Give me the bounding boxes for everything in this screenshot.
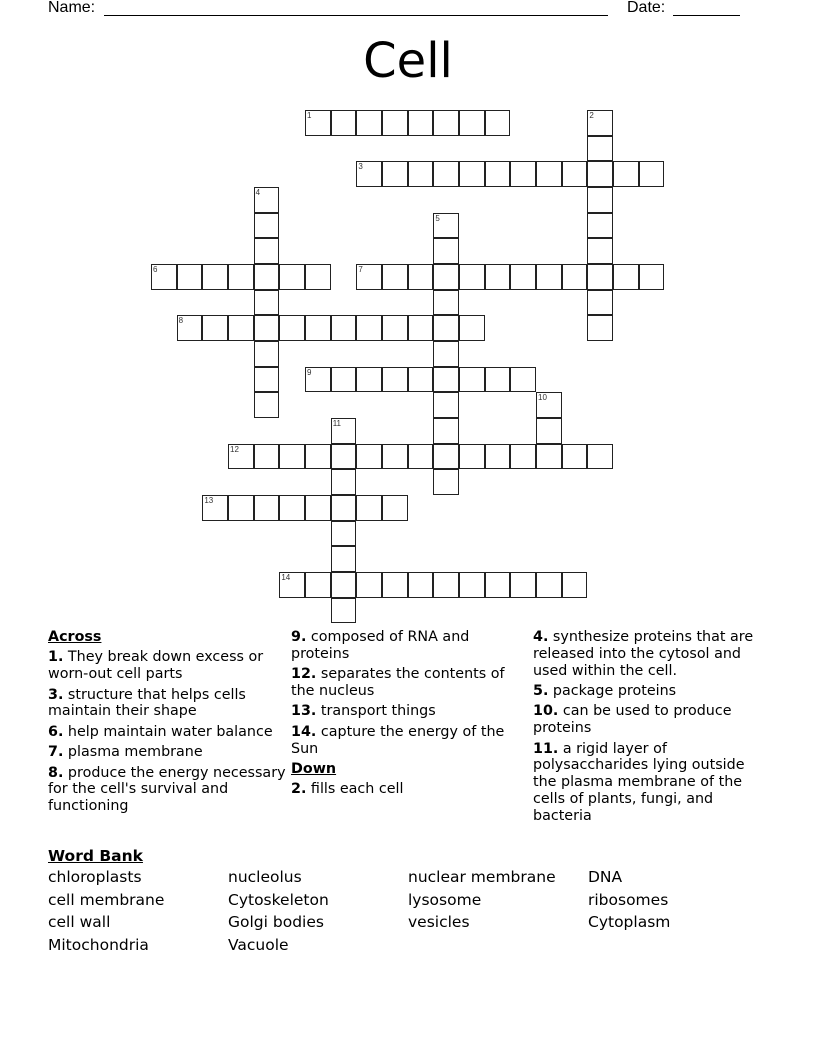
crossword-cell[interactable]: [356, 315, 382, 341]
crossword-cell[interactable]: [562, 264, 588, 290]
crossword-cell[interactable]: [485, 110, 511, 136]
crossword-cell[interactable]: [254, 444, 280, 470]
crossword-cell[interactable]: [536, 572, 562, 598]
crossword-cell[interactable]: [305, 315, 331, 341]
clue-number: 13.: [291, 703, 317, 720]
clue-text: plasma membrane: [63, 744, 203, 761]
crossword-cell[interactable]: [254, 238, 280, 264]
word-bank-item: cell membrane: [48, 890, 165, 909]
word-bank-item: Mitochondria: [48, 935, 149, 954]
crossword-cell[interactable]: [331, 469, 357, 495]
crossword-cell[interactable]: [408, 161, 434, 187]
crossword-cell[interactable]: [639, 161, 665, 187]
cell-number: 12: [230, 444, 239, 454]
cell-number: 3: [358, 162, 363, 172]
cell-number: 13: [204, 496, 214, 506]
crossword-cell[interactable]: [485, 572, 511, 598]
crossword-cell[interactable]: [254, 187, 280, 213]
crossword-cell[interactable]: [587, 187, 613, 213]
clues-column-3: [533, 629, 759, 828]
crossword-cell[interactable]: [433, 213, 459, 239]
word-bank-list: [48, 868, 768, 955]
crossword-cell[interactable]: [202, 495, 228, 521]
crossword-cell[interactable]: [587, 110, 613, 136]
crossword-cell[interactable]: [228, 264, 254, 290]
crossword-cell[interactable]: [305, 572, 331, 598]
clue-text: produce the energy necessary for the cell's survival and functioning: [48, 764, 286, 815]
clue-number: 14.: [291, 723, 317, 740]
crossword-cell[interactable]: [177, 315, 203, 341]
crossword-cell[interactable]: [305, 444, 331, 470]
clue-across-12: [291, 666, 526, 700]
word-bank: [48, 846, 768, 955]
crossword-cell[interactable]: [433, 367, 459, 393]
word-bank-item: chloroplasts: [48, 868, 142, 886]
crossword-cell[interactable]: [254, 392, 280, 418]
clue-down-4: [533, 629, 759, 679]
word-bank-item: nuclear membrane: [408, 868, 556, 886]
crossword-cell[interactable]: [228, 444, 254, 470]
clue-across-13: [291, 703, 526, 720]
crossword-cell[interactable]: [331, 367, 357, 393]
crossword-cell[interactable]: [331, 418, 357, 444]
page-title: Cell: [363, 33, 453, 89]
crossword-cell[interactable]: [305, 110, 331, 136]
crossword-cell[interactable]: [177, 264, 203, 290]
crossword-cell[interactable]: [408, 315, 434, 341]
date-label: Date:: [627, 0, 666, 16]
crossword-cell[interactable]: [254, 341, 280, 367]
crossword-cell[interactable]: [536, 264, 562, 290]
cell-number: 4: [255, 188, 261, 197]
name-label: Name:: [48, 0, 96, 16]
crossword-cell[interactable]: [151, 264, 177, 290]
crossword-cell[interactable]: [433, 392, 459, 418]
clue-number: 6.: [48, 723, 64, 740]
crossword-cell[interactable]: [305, 495, 331, 521]
crossword-cell[interactable]: [433, 238, 459, 264]
clue-number: 3.: [48, 686, 64, 703]
clue-across-9: [291, 629, 526, 663]
clue-down-10: [533, 703, 759, 737]
clue-across-6: [48, 724, 288, 741]
clue-number: 9.: [291, 629, 307, 645]
word-bank-item: ribosomes: [588, 890, 669, 909]
clue-down-5: [533, 683, 759, 700]
crossword-cell[interactable]: [356, 161, 382, 187]
crossword-cell[interactable]: [459, 572, 485, 598]
crossword-cell[interactable]: [356, 572, 382, 598]
crossword-cell[interactable]: [433, 290, 459, 316]
clue-across-1: [48, 649, 288, 683]
cell-number: 6: [153, 265, 158, 275]
crossword-cell[interactable]: [356, 110, 382, 136]
crossword-cell[interactable]: [331, 444, 357, 470]
crossword-cell[interactable]: [510, 161, 536, 187]
cell-number: 7: [358, 265, 363, 275]
cell-number: 5: [435, 213, 440, 223]
clue-number: 1.: [48, 649, 64, 666]
cell-number: 14: [281, 573, 291, 583]
crossword-cell[interactable]: [202, 264, 228, 290]
crossword-cell[interactable]: [587, 315, 613, 341]
clue-text: separates the contents of the nucleus: [291, 666, 505, 699]
crossword-cell[interactable]: [382, 264, 408, 290]
down-heading: Down: [291, 760, 337, 777]
crossword-cell[interactable]: [587, 444, 613, 470]
crossword-cell[interactable]: [254, 367, 280, 393]
crossword-cell[interactable]: [305, 367, 331, 393]
clues-column-2: [291, 629, 526, 802]
crossword-cell[interactable]: [331, 546, 357, 572]
clue-number: 8.: [48, 764, 64, 781]
clue-number: 7.: [48, 744, 64, 761]
crossword-cell[interactable]: [382, 444, 408, 470]
clue-down-11: [533, 741, 759, 825]
crossword-cell[interactable]: [459, 161, 485, 187]
crossword-cell[interactable]: [485, 264, 511, 290]
crossword-cell[interactable]: [254, 315, 280, 341]
clue-text: capture the energy of the Sun: [291, 723, 505, 757]
clue-text: They break down excess or worn-out cell parts: [48, 649, 264, 683]
crossword-cell[interactable]: [408, 572, 434, 598]
crossword-cell[interactable]: [433, 418, 459, 444]
crossword-cell[interactable]: [639, 264, 665, 290]
crossword-cell[interactable]: [510, 264, 536, 290]
cell-number: 9: [307, 367, 312, 377]
crossword-cell[interactable]: [382, 110, 408, 136]
crossword-cell[interactable]: [536, 418, 562, 444]
crossword-cell[interactable]: [408, 444, 434, 470]
crossword-cell[interactable]: [382, 572, 408, 598]
crossword-cell[interactable]: [356, 495, 382, 521]
clue-across-7: [48, 744, 288, 761]
crossword-cell[interactable]: [254, 213, 280, 239]
clue-down-2: [291, 781, 526, 798]
crossword-cell[interactable]: [279, 315, 305, 341]
crossword-cell[interactable]: [587, 136, 613, 162]
worksheet-header: [0, 0, 816, 20]
crossword-cell[interactable]: [254, 290, 280, 316]
crossword-cell[interactable]: [433, 315, 459, 341]
word-bank-item: DNA: [588, 868, 623, 886]
crossword-cell[interactable]: [331, 315, 357, 341]
crossword-cell[interactable]: [408, 264, 434, 290]
crossword-cell[interactable]: [562, 161, 588, 187]
crossword-cell[interactable]: [485, 367, 511, 393]
crossword-cell[interactable]: [228, 495, 254, 521]
clue-number: 11.: [533, 740, 559, 757]
crossword-cell[interactable]: [459, 264, 485, 290]
clue-text: package proteins: [548, 682, 677, 699]
crossword-cell[interactable]: [587, 213, 613, 239]
clue-number: 12.: [291, 666, 317, 683]
clue-text: can be used to produce proteins: [533, 703, 732, 737]
crossword-cell[interactable]: [279, 572, 305, 598]
crossword-cell[interactable]: [331, 598, 357, 624]
crossword-cell[interactable]: [587, 290, 613, 316]
clue-number: 10.: [533, 703, 559, 720]
clue-text: synthesize proteins that are released into the cytosol and used within the cell.: [533, 629, 754, 679]
crossword-grid: [151, 110, 665, 624]
clue-across-14: [291, 724, 526, 758]
word-bank-item: Golgi bodies: [228, 913, 324, 931]
word-bank-heading: Word Bank: [48, 847, 143, 865]
crossword-cell[interactable]: [536, 444, 562, 470]
cell-number: 8: [178, 316, 184, 326]
clue-text: composed of RNA and proteins: [291, 629, 470, 662]
name-field[interactable]: [104, 15, 608, 16]
crossword-cell[interactable]: [433, 110, 459, 136]
crossword-cell[interactable]: [587, 238, 613, 264]
crossword-cell[interactable]: [433, 572, 459, 598]
word-bank-item: Cytoplasm: [588, 913, 671, 931]
crossword-cell[interactable]: [459, 315, 485, 341]
word-bank-item: lysosome: [408, 890, 482, 909]
crossword-cell[interactable]: [408, 110, 434, 136]
crossword-cell[interactable]: [459, 367, 485, 393]
clue-text: a rigid layer of polysaccharides lying outside the plasma membrane of the cells of plants, fungi, and bacteria: [533, 740, 745, 824]
cell-number: 11: [332, 419, 341, 429]
clue-text: help maintain water balance: [63, 723, 273, 740]
crossword-cell[interactable]: [613, 264, 639, 290]
crossword-cell[interactable]: [485, 444, 511, 470]
crossword-cell[interactable]: [562, 572, 588, 598]
crossword-cell[interactable]: [331, 521, 357, 547]
date-field[interactable]: [673, 15, 740, 16]
clue-number: 4.: [533, 629, 549, 645]
clue-text: transport things: [316, 703, 436, 720]
crossword-cell[interactable]: [459, 444, 485, 470]
crossword-cell[interactable]: [254, 495, 280, 521]
crossword-cell[interactable]: [331, 572, 357, 598]
crossword-cell[interactable]: [202, 315, 228, 341]
clue-text: fills each cell: [306, 781, 404, 798]
crossword-cell[interactable]: [433, 161, 459, 187]
word-bank-item: nucleolus: [228, 868, 302, 886]
cell-number: 2: [589, 111, 594, 120]
crossword-cell[interactable]: [433, 444, 459, 470]
crossword-cell[interactable]: [228, 315, 254, 341]
clue-number: 5.: [533, 682, 549, 699]
crossword-cell[interactable]: [356, 367, 382, 393]
crossword-cell[interactable]: [356, 264, 382, 290]
crossword-cell[interactable]: [382, 495, 408, 521]
word-bank-item: Vacuole: [228, 935, 289, 954]
crossword-cell[interactable]: [510, 444, 536, 470]
crossword-cell[interactable]: [459, 110, 485, 136]
crossword-cell[interactable]: [613, 161, 639, 187]
crossword-cell[interactable]: [305, 264, 331, 290]
clue-number: 2.: [291, 781, 307, 798]
word-bank-item: vesicles: [408, 913, 470, 931]
crossword-cell[interactable]: [279, 264, 305, 290]
crossword-cell[interactable]: [254, 264, 280, 290]
crossword-cell[interactable]: [510, 367, 536, 393]
word-bank-item: cell wall: [48, 913, 111, 931]
crossword-cell[interactable]: [408, 367, 434, 393]
cell-number: 10: [538, 393, 547, 403]
cell-number: 1: [307, 111, 312, 120]
crossword-cell[interactable]: [382, 161, 408, 187]
crossword-cell[interactable]: [536, 161, 562, 187]
clues-column-1: [48, 629, 288, 819]
crossword-cell[interactable]: [356, 444, 382, 470]
crossword-cell[interactable]: [510, 572, 536, 598]
crossword-cell[interactable]: [433, 341, 459, 367]
crossword-cell[interactable]: [331, 110, 357, 136]
crossword-cell[interactable]: [382, 367, 408, 393]
word-bank-item: Cytoskeleton: [228, 890, 329, 909]
clue-text: structure that helps cells maintain their shape: [48, 686, 246, 720]
crossword-cell[interactable]: [485, 161, 511, 187]
crossword-cell[interactable]: [279, 444, 305, 470]
crossword-cell[interactable]: [433, 264, 459, 290]
across-heading: Across: [48, 629, 102, 645]
crossword-cell[interactable]: [587, 264, 613, 290]
crossword-cell[interactable]: [587, 161, 613, 187]
crossword-cell[interactable]: [382, 315, 408, 341]
crossword-cell[interactable]: [433, 469, 459, 495]
clue-across-3: [48, 687, 288, 721]
crossword-cell[interactable]: [279, 495, 305, 521]
crossword-cell[interactable]: [536, 392, 562, 418]
clue-across-8: [48, 765, 288, 815]
crossword-cell[interactable]: [562, 444, 588, 470]
crossword-cell[interactable]: [331, 495, 357, 521]
